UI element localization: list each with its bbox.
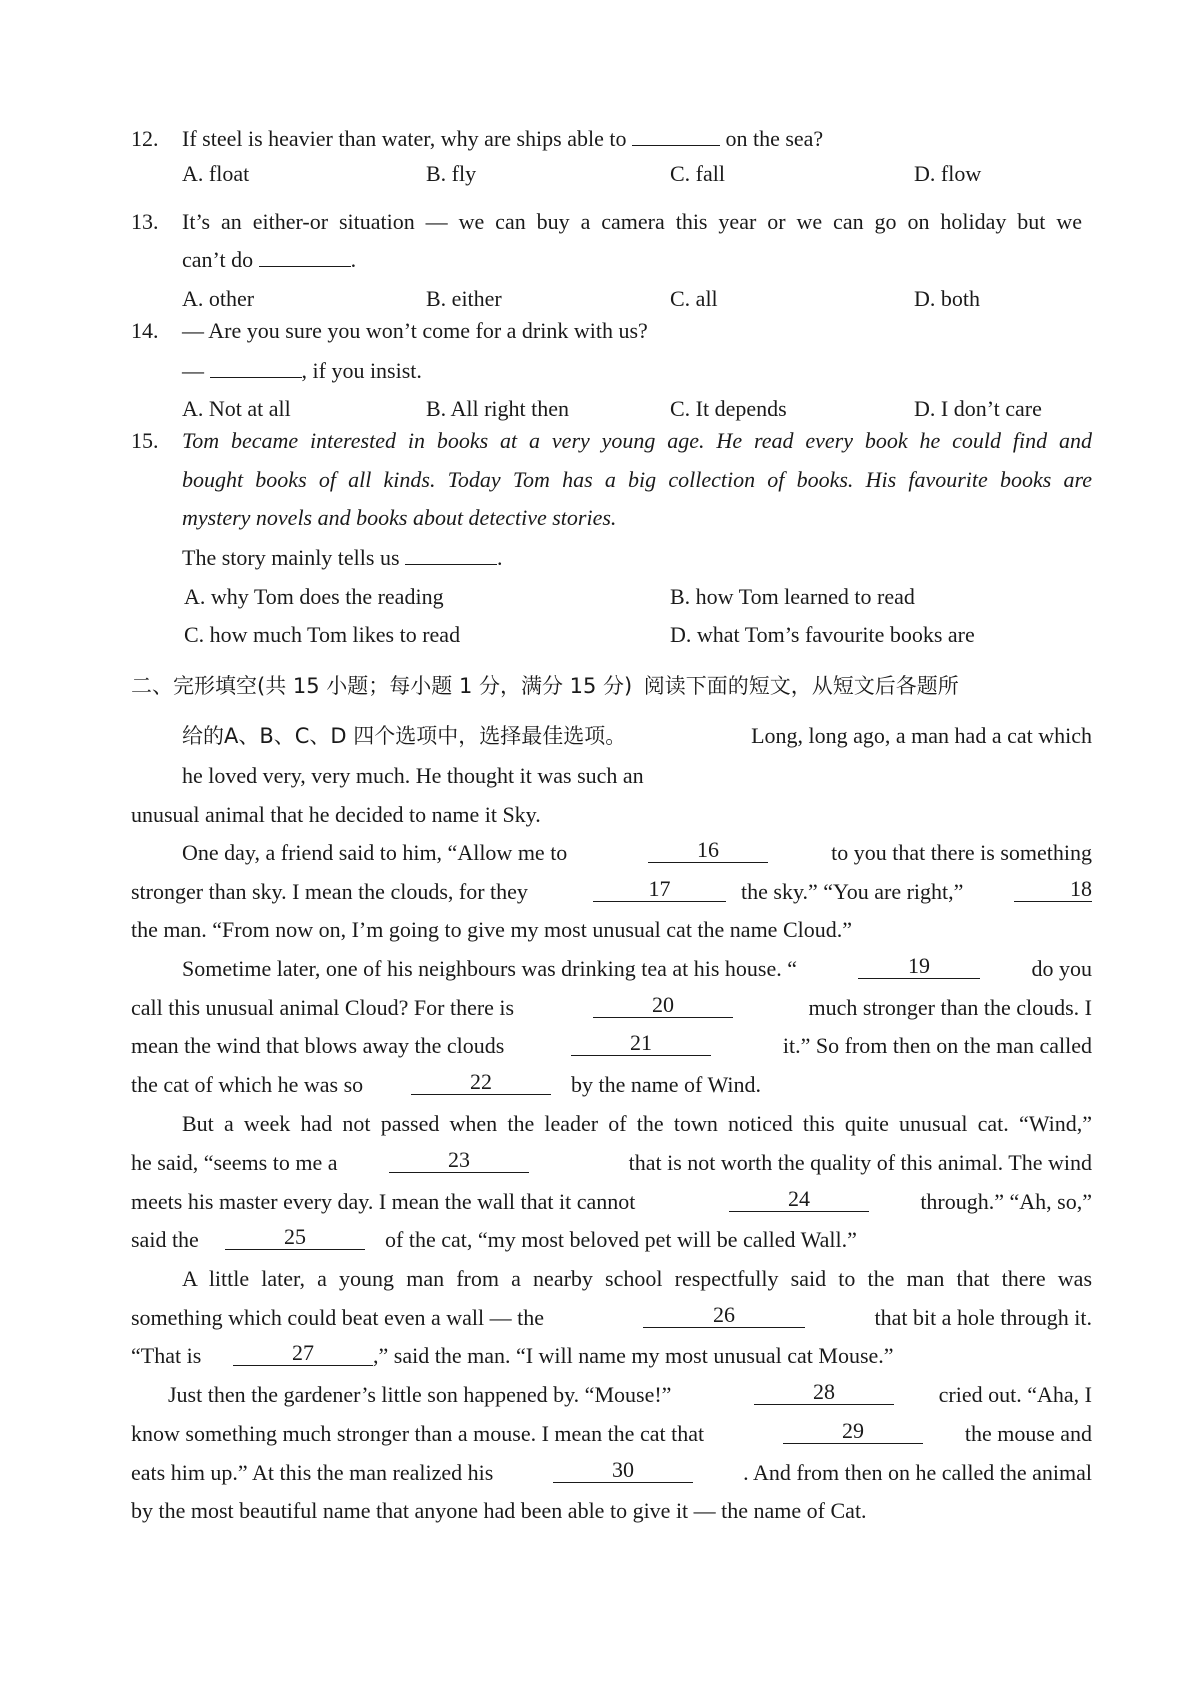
question-stem: — Are you sure you won’t come for a drink with us? (182, 318, 648, 343)
cloze-blank-22[interactable]: 22 (411, 1070, 551, 1095)
option-a[interactable]: A. why Tom does the reading (184, 584, 444, 609)
question-number: 12. (131, 126, 159, 151)
option-d[interactable]: D. both (914, 286, 980, 311)
cloze-blank-19[interactable]: 19 (858, 954, 980, 979)
answer-blank[interactable] (210, 377, 302, 378)
cloze-line: call this unusual animal Cloud? For there is 20 much stronger than the clouds. I (131, 992, 1092, 1020)
cloze-blank-28[interactable]: 28 (754, 1380, 894, 1405)
cloze-blank-16[interactable]: 16 (648, 838, 768, 863)
passage-line: Tom became interested in books at a very young age. He read every book he could find and (182, 428, 1092, 453)
option-b[interactable]: B. how Tom learned to read (670, 584, 915, 609)
option-a[interactable]: A. other (182, 286, 255, 311)
cloze-line: by the most beautiful name that anyone had been able to give it — the name of Cat. (131, 1498, 867, 1523)
section-title: 二、完形填空(共 15 小题；每小题 1 分，满分 15 分) (131, 674, 633, 698)
option-d[interactable]: D. what Tom’s favourite books are (670, 622, 975, 647)
question-stem: It’s an either-or situation — we can buy a camera this year or we can go on holiday but we (182, 209, 1082, 234)
question-13-stem-line2: can’t do . (182, 247, 357, 272)
option-b[interactable]: B. fly (426, 161, 477, 186)
passage-line: mystery novels and books about detective stories. (182, 505, 617, 530)
cloze-line: But a week had not passed when the leader of the town noticed this quite unusual cat. “Wind,” (182, 1111, 1092, 1136)
cloze-line: stronger than sky. I mean the clouds, for they 17 the sky.” “You are right,” 18 (131, 876, 1092, 904)
answer-blank[interactable] (632, 145, 720, 146)
cloze-blank-17[interactable]: 17 (593, 877, 726, 902)
option-c[interactable]: C. fall (670, 161, 725, 186)
cloze-blank-18[interactable]: 18 (1014, 877, 1092, 902)
cloze-line: A little later, a young man from a nearby school respectfully said to the man that there was (182, 1266, 1092, 1291)
cloze-line: said the 25 of the cat, “my most beloved pet will be called Wall.” (131, 1224, 857, 1252)
question-number: 13. (131, 209, 159, 234)
option-c[interactable]: C. how much Tom likes to read (184, 622, 461, 647)
section-instruction: 阅读下面的短文，从短文后各题所 (643, 674, 959, 698)
cloze-blank-25[interactable]: 25 (225, 1225, 365, 1250)
question-15-stem: The story mainly tells us . (182, 545, 503, 570)
cloze-line: the cat of which he was so 22 by the name of Wind. (131, 1069, 761, 1097)
cloze-blank-30[interactable]: 30 (553, 1458, 693, 1483)
cloze-line: One day, a friend said to him, “Allow me to 16 to you that there is something (182, 837, 1092, 865)
section-heading (131, 671, 959, 701)
cloze-line: “That is 27 ,” said the man. “I will name my most unusual cat Mouse.” (131, 1340, 894, 1368)
cloze-line: mean the wind that blows away the clouds 21 it.” So from then on the man called (131, 1030, 1092, 1058)
cloze-blank-26[interactable]: 26 (643, 1303, 805, 1328)
passage-line: bought books of all kinds. Today Tom has a big collection of books. His favourite books are (182, 467, 1092, 492)
option-b[interactable]: B. All right then (426, 396, 569, 421)
question-stem: If steel is heavier than water, why are ships able to on the sea? (182, 126, 824, 151)
cloze-blank-20[interactable]: 20 (593, 993, 733, 1018)
section-instruction-line2: 给的A、B、C、D 四个选项中，选择最佳选项。 Long, long ago, a man had a cat which (182, 723, 1092, 748)
cloze-blank-27[interactable]: 27 (233, 1341, 373, 1366)
cloze-line: Just then the gardener’s little son happened by. “Mouse!” 28 cried out. “Aha, I (168, 1379, 1092, 1407)
cloze-line: he said, “seems to me a 23 that is not worth the quality of this animal. The wind (131, 1147, 1092, 1175)
answer-blank[interactable] (259, 266, 351, 267)
answer-blank[interactable] (405, 564, 497, 565)
cloze-line: eats him up.” At this the man realized his 30 . And from then on he called the animal (131, 1457, 1092, 1485)
cloze-blank-23[interactable]: 23 (389, 1148, 529, 1173)
cloze-line: Sometime later, one of his neighbours was drinking tea at his house. “ 19 do you (182, 953, 1092, 981)
question-14-stem-line2: — , if you insist. (182, 358, 422, 383)
option-c[interactable]: C. It depends (670, 396, 787, 421)
option-c[interactable]: C. all (670, 286, 718, 311)
option-b[interactable]: B. either (426, 286, 502, 311)
cloze-line: know something much stronger than a mouse. I mean the cat that 29 the mouse and (131, 1418, 1092, 1446)
passage-intro-line: he loved very, very much. He thought it was such an (182, 763, 644, 788)
question-number: 14. (131, 318, 159, 343)
cloze-line: meets his master every day. I mean the wall that it cannot 24 through.” “Ah, so,” (131, 1186, 1092, 1214)
option-d[interactable]: D. flow (914, 161, 982, 186)
passage-intro-line: unusual animal that he decided to name it Sky. (131, 802, 541, 827)
cloze-blank-21[interactable]: 21 (571, 1031, 711, 1056)
question-number: 15. (131, 428, 159, 453)
option-d[interactable]: D. I don’t care (914, 396, 1042, 421)
cloze-line: the man. “From now on, I’m going to give my most unusual cat the name Cloud.” (131, 917, 852, 942)
option-a[interactable]: A. Not at all (182, 396, 291, 421)
cloze-line: something which could beat even a wall — the 26 that bit a hole through it. (131, 1302, 1092, 1330)
cloze-blank-29[interactable]: 29 (783, 1419, 923, 1444)
option-a[interactable]: A. float (182, 161, 250, 186)
cloze-blank-24[interactable]: 24 (729, 1187, 869, 1212)
